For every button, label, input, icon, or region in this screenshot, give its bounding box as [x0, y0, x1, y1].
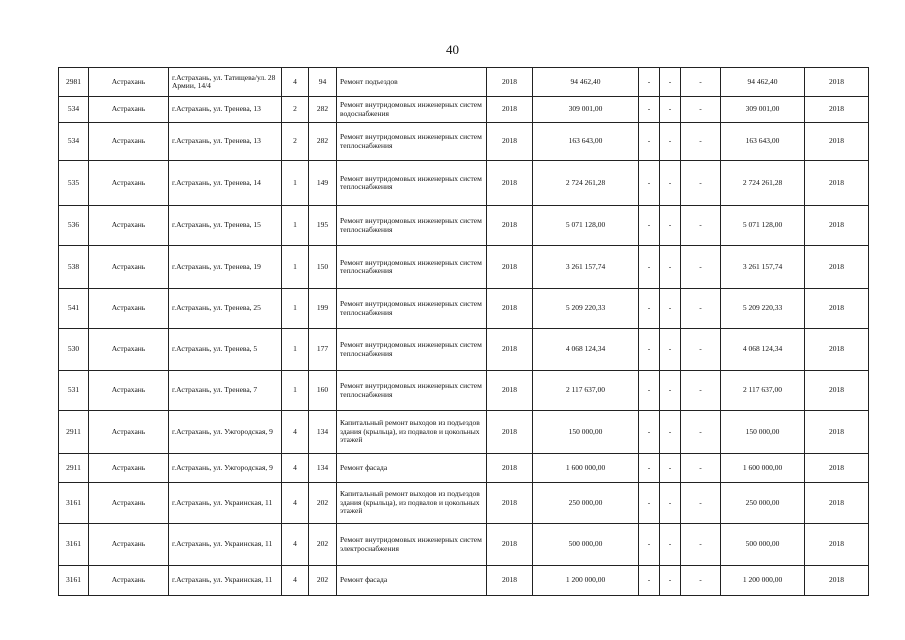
completion-year-cell: 2018: [805, 411, 869, 454]
fund-2-cell: -: [660, 524, 681, 566]
apartments-cell: 150: [309, 246, 337, 289]
fund-3-cell: -: [681, 246, 721, 289]
year-cell: 2018: [487, 329, 533, 371]
fund-2-cell: -: [660, 68, 681, 97]
fund-3-cell: -: [681, 483, 721, 524]
completion-year-cell: 2018: [805, 329, 869, 371]
total-cost-cell: 4 068 124,34: [533, 329, 639, 371]
year-cell: 2018: [487, 161, 533, 206]
object-id-cell: 2911: [59, 411, 89, 454]
table-row: [59, 206, 869, 246]
fund-2-cell: -: [660, 123, 681, 161]
fund-2-cell: -: [660, 454, 681, 483]
floors-cell: 1: [282, 206, 309, 246]
floors-cell: 2: [282, 97, 309, 123]
completion-year-cell: 2018: [805, 206, 869, 246]
floors-cell: 1: [282, 329, 309, 371]
total-cost-cell: 5 071 128,00: [533, 206, 639, 246]
fund-2-cell: -: [660, 566, 681, 596]
amount-cell: 2 117 637,00: [721, 371, 805, 411]
amount-cell: 1 200 000,00: [721, 566, 805, 596]
amount-cell: 150 000,00: [721, 411, 805, 454]
address-cell: г.Астрахань, ул. Украинская, 11: [169, 483, 282, 524]
work-type-cell: Ремонт внутридомовых инженерных систем теплоснабжения: [337, 289, 487, 329]
address-cell: г.Астрахань, ул. Ужгородская, 9: [169, 454, 282, 483]
work-type-cell: Ремонт фасада: [337, 566, 487, 596]
fund-2-cell: -: [660, 411, 681, 454]
table-row: [59, 371, 869, 411]
fund-3-cell: -: [681, 68, 721, 97]
completion-year-cell: 2018: [805, 483, 869, 524]
table-row: [59, 161, 869, 206]
address-cell: г.Астрахань, ул. Тренева, 13: [169, 97, 282, 123]
apartments-cell: 199: [309, 289, 337, 329]
fund-1-cell: -: [639, 566, 660, 596]
total-cost-cell: 3 261 157,74: [533, 246, 639, 289]
object-id-cell: 535: [59, 161, 89, 206]
fund-3-cell: -: [681, 206, 721, 246]
amount-cell: 4 068 124,34: [721, 329, 805, 371]
table-row: [59, 566, 869, 596]
fund-3-cell: -: [681, 329, 721, 371]
year-cell: 2018: [487, 371, 533, 411]
fund-3-cell: -: [681, 371, 721, 411]
year-cell: 2018: [487, 68, 533, 97]
fund-3-cell: -: [681, 289, 721, 329]
fund-2-cell: -: [660, 483, 681, 524]
city-cell: Астрахань: [89, 246, 169, 289]
object-id-cell: 531: [59, 371, 89, 411]
fund-1-cell: -: [639, 161, 660, 206]
work-type-cell: Ремонт внутридомовых инженерных систем теплоснабжения: [337, 123, 487, 161]
work-type-cell: Капитальный ремонт выходов из подъездов здания (крыльца), из подвалов и цокольных этажей: [337, 483, 487, 524]
year-cell: 2018: [487, 97, 533, 123]
table-body: [59, 68, 869, 596]
floors-cell: 4: [282, 411, 309, 454]
apartments-cell: 134: [309, 411, 337, 454]
address-cell: г.Астрахань, ул. Тренева, 7: [169, 371, 282, 411]
object-id-cell: 3161: [59, 524, 89, 566]
year-cell: 2018: [487, 123, 533, 161]
year-cell: 2018: [487, 454, 533, 483]
city-cell: Астрахань: [89, 161, 169, 206]
city-cell: Астрахань: [89, 206, 169, 246]
year-cell: 2018: [487, 246, 533, 289]
total-cost-cell: 5 209 220,33: [533, 289, 639, 329]
city-cell: Астрахань: [89, 454, 169, 483]
completion-year-cell: 2018: [805, 566, 869, 596]
fund-3-cell: -: [681, 411, 721, 454]
apartments-cell: 149: [309, 161, 337, 206]
total-cost-cell: 163 643,00: [533, 123, 639, 161]
city-cell: Астрахань: [89, 97, 169, 123]
apartments-cell: 94: [309, 68, 337, 97]
year-cell: 2018: [487, 524, 533, 566]
fund-1-cell: -: [639, 68, 660, 97]
city-cell: Астрахань: [89, 289, 169, 329]
fund-2-cell: -: [660, 329, 681, 371]
object-id-cell: 530: [59, 329, 89, 371]
table-row: [59, 123, 869, 161]
object-id-cell: 534: [59, 123, 89, 161]
amount-cell: 309 001,00: [721, 97, 805, 123]
total-cost-cell: 250 000,00: [533, 483, 639, 524]
fund-1-cell: -: [639, 411, 660, 454]
apartments-cell: 282: [309, 123, 337, 161]
city-cell: Астрахань: [89, 411, 169, 454]
city-cell: Астрахань: [89, 566, 169, 596]
table-row: [59, 454, 869, 483]
amount-cell: 5 209 220,33: [721, 289, 805, 329]
completion-year-cell: 2018: [805, 123, 869, 161]
table-row: [59, 246, 869, 289]
work-type-cell: Ремонт внутридомовых инженерных систем теплоснабжения: [337, 371, 487, 411]
address-cell: г.Астрахань, ул. Тренева, 13: [169, 123, 282, 161]
city-cell: Астрахань: [89, 524, 169, 566]
floors-cell: 1: [282, 371, 309, 411]
address-cell: г.Астрахань, ул. Тренева, 15: [169, 206, 282, 246]
city-cell: Астрахань: [89, 371, 169, 411]
floors-cell: 4: [282, 68, 309, 97]
work-type-cell: Ремонт внутридомовых инженерных систем водоснабжения: [337, 97, 487, 123]
total-cost-cell: 2 724 261,28: [533, 161, 639, 206]
repair-table: [58, 67, 869, 596]
object-id-cell: 538: [59, 246, 89, 289]
year-cell: 2018: [487, 206, 533, 246]
amount-cell: 1 600 000,00: [721, 454, 805, 483]
completion-year-cell: 2018: [805, 246, 869, 289]
address-cell: г.Астрахань, ул. Тренева, 19: [169, 246, 282, 289]
amount-cell: 3 261 157,74: [721, 246, 805, 289]
fund-3-cell: -: [681, 454, 721, 483]
address-cell: г.Астрахань, ул. Тренева, 14: [169, 161, 282, 206]
fund-3-cell: -: [681, 566, 721, 596]
fund-1-cell: -: [639, 329, 660, 371]
amount-cell: 2 724 261,28: [721, 161, 805, 206]
floors-cell: 4: [282, 483, 309, 524]
work-type-cell: Ремонт внутридомовых инженерных систем теплоснабжения: [337, 161, 487, 206]
amount-cell: 500 000,00: [721, 524, 805, 566]
work-type-cell: Ремонт внутридомовых инженерных систем электроснабжения: [337, 524, 487, 566]
apartments-cell: 195: [309, 206, 337, 246]
total-cost-cell: 1 600 000,00: [533, 454, 639, 483]
amount-cell: 163 643,00: [721, 123, 805, 161]
table-row: [59, 329, 869, 371]
address-cell: г.Астрахань, ул. Тренева, 5: [169, 329, 282, 371]
fund-1-cell: -: [639, 123, 660, 161]
work-type-cell: Ремонт внутридомовых инженерных систем теплоснабжения: [337, 329, 487, 371]
apartments-cell: 160: [309, 371, 337, 411]
table-row: [59, 483, 869, 524]
total-cost-cell: 150 000,00: [533, 411, 639, 454]
completion-year-cell: 2018: [805, 454, 869, 483]
object-id-cell: 2911: [59, 454, 89, 483]
total-cost-cell: 309 001,00: [533, 97, 639, 123]
fund-1-cell: -: [639, 483, 660, 524]
total-cost-cell: 500 000,00: [533, 524, 639, 566]
fund-1-cell: -: [639, 524, 660, 566]
amount-cell: 250 000,00: [721, 483, 805, 524]
fund-3-cell: -: [681, 161, 721, 206]
completion-year-cell: 2018: [805, 524, 869, 566]
address-cell: г.Астрахань, ул. Украинская, 11: [169, 566, 282, 596]
floors-cell: 1: [282, 289, 309, 329]
work-type-cell: Ремонт подъездов: [337, 68, 487, 97]
completion-year-cell: 2018: [805, 161, 869, 206]
city-cell: Астрахань: [89, 483, 169, 524]
work-type-cell: Ремонт фасада: [337, 454, 487, 483]
completion-year-cell: 2018: [805, 371, 869, 411]
apartments-cell: 202: [309, 566, 337, 596]
floors-cell: 4: [282, 524, 309, 566]
fund-1-cell: -: [639, 371, 660, 411]
apartments-cell: 202: [309, 483, 337, 524]
object-id-cell: 534: [59, 97, 89, 123]
city-cell: Астрахань: [89, 329, 169, 371]
floors-cell: 1: [282, 246, 309, 289]
address-cell: г.Астрахань, ул. Ужгородская, 9: [169, 411, 282, 454]
fund-2-cell: -: [660, 206, 681, 246]
table-row: [59, 411, 869, 454]
fund-2-cell: -: [660, 161, 681, 206]
completion-year-cell: 2018: [805, 289, 869, 329]
fund-1-cell: -: [639, 246, 660, 289]
address-cell: г.Астрахань, ул. Тренева, 25: [169, 289, 282, 329]
fund-1-cell: -: [639, 206, 660, 246]
apartments-cell: 282: [309, 97, 337, 123]
apartments-cell: 134: [309, 454, 337, 483]
object-id-cell: 3161: [59, 566, 89, 596]
address-cell: г.Астрахань, ул. Татищева/ул. 28 Армии, 14/4: [169, 68, 282, 97]
amount-cell: 5 071 128,00: [721, 206, 805, 246]
floors-cell: 2: [282, 123, 309, 161]
total-cost-cell: 1 200 000,00: [533, 566, 639, 596]
fund-3-cell: -: [681, 524, 721, 566]
floors-cell: 4: [282, 566, 309, 596]
page-number: 40: [446, 42, 459, 57]
city-cell: Астрахань: [89, 68, 169, 97]
floors-cell: 4: [282, 454, 309, 483]
year-cell: 2018: [487, 483, 533, 524]
work-type-cell: Ремонт внутридомовых инженерных систем теплоснабжения: [337, 206, 487, 246]
fund-1-cell: -: [639, 454, 660, 483]
total-cost-cell: 94 462,40: [533, 68, 639, 97]
object-id-cell: 2981: [59, 68, 89, 97]
work-type-cell: Капитальный ремонт выходов из подъездов здания (крыльца), из подвалов и цокольных этажей: [337, 411, 487, 454]
amount-cell: 94 462,40: [721, 68, 805, 97]
completion-year-cell: 2018: [805, 68, 869, 97]
table-row: [59, 97, 869, 123]
table-row: [59, 289, 869, 329]
object-id-cell: 541: [59, 289, 89, 329]
fund-3-cell: -: [681, 97, 721, 123]
apartments-cell: 177: [309, 329, 337, 371]
table-row: [59, 68, 869, 97]
floors-cell: 1: [282, 161, 309, 206]
completion-year-cell: 2018: [805, 97, 869, 123]
total-cost-cell: 2 117 637,00: [533, 371, 639, 411]
apartments-cell: 202: [309, 524, 337, 566]
fund-2-cell: -: [660, 371, 681, 411]
work-type-cell: Ремонт внутридомовых инженерных систем теплоснабжения: [337, 246, 487, 289]
city-cell: Астрахань: [89, 123, 169, 161]
fund-2-cell: -: [660, 97, 681, 123]
fund-1-cell: -: [639, 289, 660, 329]
object-id-cell: 3161: [59, 483, 89, 524]
year-cell: 2018: [487, 289, 533, 329]
fund-1-cell: -: [639, 97, 660, 123]
fund-2-cell: -: [660, 289, 681, 329]
year-cell: 2018: [487, 411, 533, 454]
fund-2-cell: -: [660, 246, 681, 289]
address-cell: г.Астрахань, ул. Украинская, 11: [169, 524, 282, 566]
object-id-cell: 536: [59, 206, 89, 246]
fund-3-cell: -: [681, 123, 721, 161]
table-row: [59, 524, 869, 566]
year-cell: 2018: [487, 566, 533, 596]
